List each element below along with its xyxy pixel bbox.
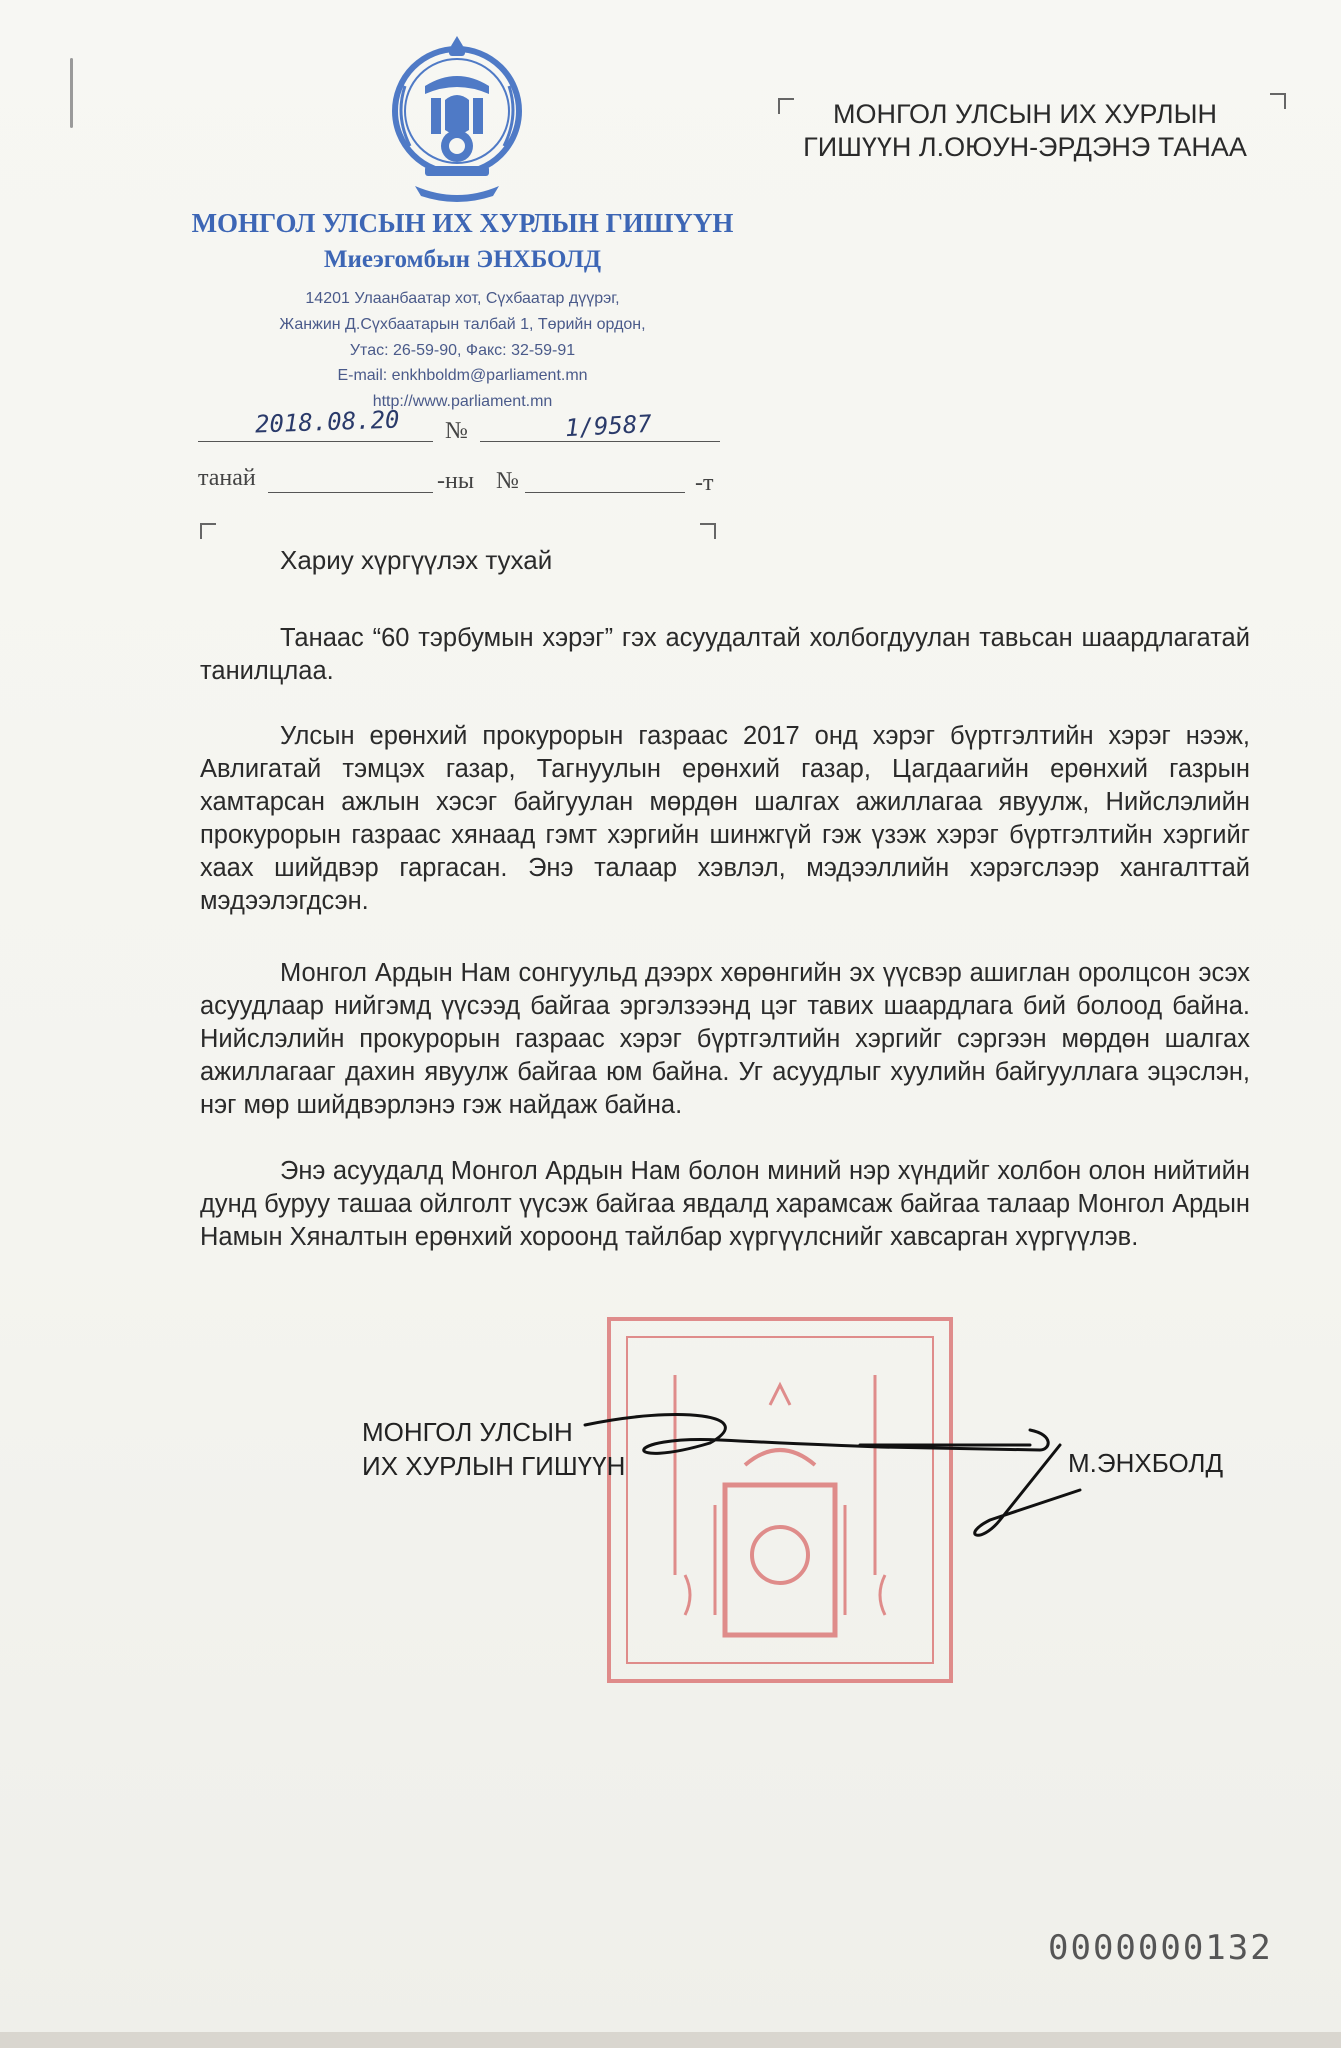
staple-mark [70, 58, 73, 128]
letterhead-title: МОНГОЛ УЛСЫН ИХ ХУРЛЫН ГИШҮҮН [191, 208, 734, 238]
signer-name: М.ЭНХБОЛД [1068, 1448, 1224, 1478]
handwritten-signature [560, 1395, 1100, 1545]
addressee-block [790, 98, 1260, 164]
document-serial-number: 0000000132 [1048, 1928, 1273, 1968]
tanai-label: танай [198, 465, 256, 491]
number-label: № [445, 418, 468, 444]
state-emblem-icon [385, 26, 530, 211]
letterhead-name: Миеэгомбын ЭНХБОЛД [323, 246, 602, 273]
address-line-1: 14201 Улаанбаатар хот, Сүхбаатар дүүрэг, [305, 290, 620, 307]
tanai-number-rule [525, 492, 685, 493]
t-label: -т [695, 470, 714, 496]
body-paragraph-4: Энэ асуудалд Монгол Ардын Нам болон миний нэр хүндийг холбон олон нийтийн дунд буруу ташаа ойлголт үүсэж байгаа явдалд харамсаж байгаа талаар Монгол Ардын Намын Хяналтын ерөнхий хороонд тайлбар хүргүүлснийг хавсарган хүргүүлэв. [200, 1157, 1250, 1251]
web-line: http://www.parliament.mn [372, 393, 553, 410]
addressee-line-1: МОНГОЛ УЛСЫН ИХ ХУРЛЫН [832, 99, 1218, 129]
number-rule [480, 441, 720, 442]
page-bottom-edge [0, 2032, 1341, 2048]
subject-corner-right [700, 523, 716, 539]
address-line-2: Жанжин Д.Сүхбаатарын талбай 1, Төрийн ордон, [279, 316, 646, 333]
addressee-corner-right [1270, 93, 1286, 109]
body-paragraph-2: Улсын ерөнхий прокурорын газраас 2017 онд хэрэг бүртгэлтийн хэрэг нээж, Авлигатай тэмцэх газар, Тагнуулын ерөнхий газар, Цагдаагийн ерөнхий газрын хамтарсан ажлын хэсэг байгуулан мөрдөн шалгах ажиллагаа явуулж, Нийслэлийн прокурорын газраас хянаад гэмт хэргийн шинжгүй гэж үзэж хэрэг бүртгэлтийн хэргийг хаах шийдвэр гаргасан. Энэ талаар хэвлэл, мэдээллийн хэрэгслээр хангалттай мэдээлэгдсэн. [200, 722, 1250, 915]
signature-title-line-2: ИХ ХУРЛЫН ГИШҮҮН [362, 1451, 626, 1481]
addressee-line-2: ГИШҮҮН Л.ОЮУН-ЭРДЭНЭ ТАНАА [803, 132, 1247, 162]
tanai-rule [268, 492, 433, 493]
signature-title [362, 1415, 625, 1483]
body-paragraph-1: Танаас “60 тэрбумын хэрэг” гэх асуудалтай холбогдуулан тавьсан шаардлагатай танилцлаа. [200, 624, 1250, 685]
ny-label: -ны [437, 468, 474, 494]
date-handwritten: 2018.08.20 [254, 405, 400, 439]
subject-corner-left [200, 523, 216, 539]
phone-line: Утас: 26-59-90, Факс: 32-59-91 [349, 342, 576, 359]
date-rule [198, 441, 433, 442]
email-line: E-mail: enkhboldm@parliament.mn [337, 367, 588, 384]
signature-title-line-1: МОНГОЛ УЛСЫН [362, 1417, 573, 1447]
tanai-number-label: № [496, 468, 519, 494]
body-paragraph-3: Монгол Ардын Нам сонгуульд дээрх хөрөнгийн эх үүсвэр ашиглан оролцсон эсэх асуудлаар нийгэмд үүсээд байгаа эргэлзээнд цэг тавих шаардлага бий болоод байна. Нийслэлийн прокурорын газраас хэрэг бүртгэлтийн хэргийг сэргээн мөрдөн шалгах ажиллагааг дахин явуулж байгаа юм байна. Уг асуудлыг хуулийн байгууллага эцэслэн, нэг мөр шийдвэрлэнэ гэж найдаж байна. [200, 959, 1250, 1119]
number-handwritten: 1/9587 [564, 409, 653, 443]
subject-line: Хариу хүргүүлэх тухай [280, 545, 553, 575]
